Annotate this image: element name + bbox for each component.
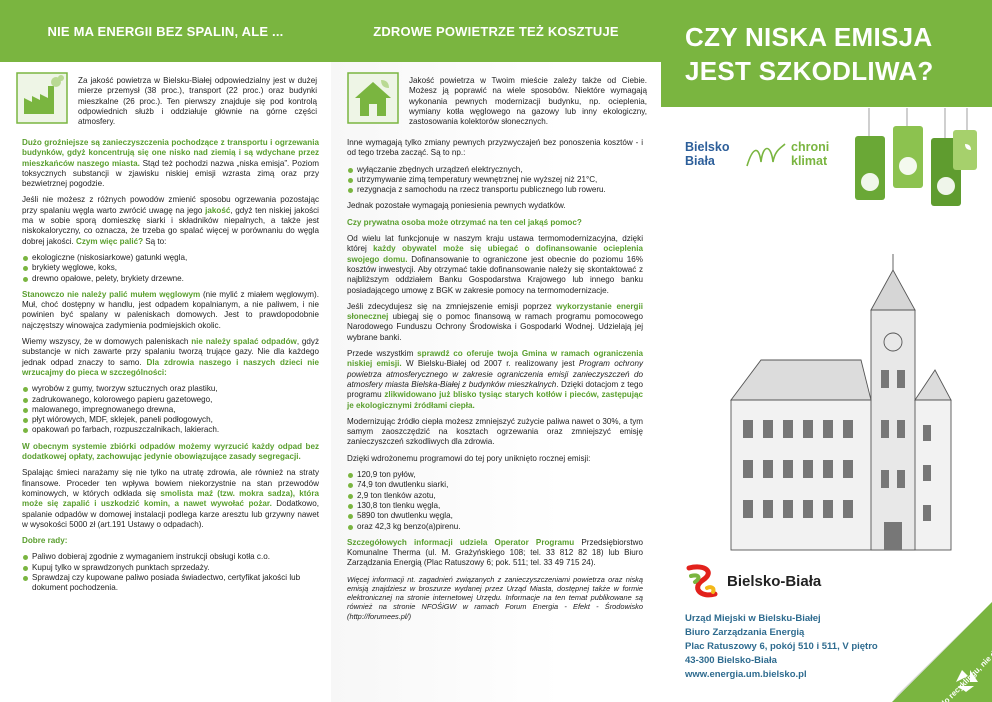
paragraph: Jednak pozostałe wymagają poniesienia pewnych wydatków.	[347, 201, 566, 211]
contact-line: Biuro Zarządzania Energią	[685, 627, 805, 638]
contact-line: Plac Ratuszowy 6, pokój 510 i 511, V piętro	[685, 641, 878, 652]
factory-icon	[16, 72, 68, 124]
logo-city	[685, 140, 729, 168]
highlight-text: smolista maź (tzw. mokra sadza), która może się zapalić i uszkodzić komin, a nawet wywołać pożar.	[22, 488, 319, 509]
article-body	[22, 138, 319, 600]
paragraph	[347, 349, 643, 411]
intro-text: Jakość powietrza w Twoim mieście zależy także od Ciebie. Możesz ją poprawić na wiele sposobów. Niektóre wymagają wykonania pewnych modernizacji budynku, np. ocieplenia, wymiany kotła węglowego na gazowy lub inny ekologiczny, zastosowania kolektorów słonecznych.	[409, 76, 647, 127]
list-item: płyt wiórowych, MDF, sklejek, paneli podłogowych,	[22, 415, 319, 425]
italic-text: Program ochrony powietrza atmosferycznego w zakresie ograniczenia emisji zanieczyszczeń do atmosfery miasta Bielska-Białej z budynków mieszkalnych	[347, 359, 643, 389]
panel-left	[0, 0, 331, 702]
list-item: utrzymywanie zimą temperatury wewnętrznej nie wyższej niż 21°C,	[347, 175, 643, 185]
title-line: JEST SZKODLIWA?	[685, 56, 934, 86]
list-item: Paliwo dobieraj zgodnie z wymaganiem instrukcji obsługi kotła c.o.	[22, 552, 319, 562]
text: Przede wszystkim	[347, 349, 418, 359]
text: , gdyż substancje w nich zawarte przy spalaniu tworzą trujące gazy. Nie dla każdego jednak odpad znaczy to samo.	[22, 337, 319, 367]
highlight-text: jakość	[205, 205, 231, 215]
text: ubiegaj się o pomoc finansową w ramach programu pomocowego Narodowego Funduszu Ochrony Środowiska i Gospodarki Wodnej. Udzielają jej wybrane banki.	[347, 312, 643, 342]
logo-text: Bielsko	[685, 140, 730, 154]
highlight-text: Czym więc palić?	[76, 236, 144, 246]
highlight-text: Dużo groźniejsze są zanieczyszczenia pochodzące z transportu i ogrzewania budynków, gdyż koncentrują się one nisko nad ziemią i są wdychane przez mieszkańców naszego miasta.	[22, 138, 319, 168]
text: , gdyż ten niskiej jakości ma w sobie sporą domieszkę siarki i składników niepalnych, a także jest niskokaloryczny, co oznacza, że trzeba go spalać więcej w porównaniu do węgla dobrej jakości.	[22, 205, 319, 246]
paragraph	[22, 337, 319, 378]
logo-text: chroni	[791, 140, 830, 154]
recycling-corner	[892, 602, 992, 702]
panel-middle	[331, 0, 661, 702]
tips-list	[22, 552, 319, 593]
paragraph	[22, 290, 319, 331]
text: Jeśli nie możesz z różnych powodów zmienić sposobu ogrzewania pozostając przy spalaniu węgla warto zwrócić uwagę na jego	[22, 195, 319, 215]
eco-house-icon	[347, 72, 399, 124]
highlight-text: sprawdź co oferuje twoja Gmina w ramach ograniczenia niskiej emisji.	[347, 349, 643, 369]
town-hall-illustration	[721, 250, 961, 560]
section-header: NIE MA ENERGII BEZ SPALIN, ALE ...	[0, 0, 331, 62]
paragraph	[22, 468, 319, 530]
list-item: opakowań po farbach, rozpuszczalnikach, lakierach.	[22, 425, 319, 435]
list-item: Kupuj tylko w sprawdzonych punktach sprzedaży.	[22, 563, 319, 573]
logo-slogan	[791, 140, 829, 168]
text: Dodatkowo, spalanie odpadów w domowej instalacji podlega karze aresztu lub grzywny nawet w wysokości 5000 zł (art.191 Ustawy o odpadach).	[22, 499, 320, 529]
text: Wiemy wszyscy, że w domowych paleniskach	[22, 337, 192, 347]
logo-text: Biała	[685, 154, 715, 168]
waste-list	[22, 384, 319, 435]
intro-text: Za jakość powietrza w Bielsku-Białej odpowiedzialny jest w dużej mierze przemysł (38 proc.), transport (22 proc.) oraz budynki mieszkalne (26 proc.). Ten pierwszy znajduje się pod kontrolą odpowiednich służb i oddziałuje głównie na górne części atmosfery.	[78, 76, 317, 127]
highlight-text: każdy obywatel może się ubiegać o dofinansowanie ocieplenia swojego domu.	[347, 244, 643, 264]
list-item: ekologiczne (niskosiarkowe) gatunki węgla,	[22, 253, 319, 263]
panel-right	[661, 0, 992, 702]
contact-line: 43-300 Bielsko-Biała	[685, 655, 777, 666]
list-item: wyłączanie zbędnych urządzeń elektrycznych,	[347, 165, 643, 175]
highlight-text: nie należy spalać odpadów	[191, 337, 297, 347]
highlight-paragraph: W obecnym systemie zbiórki odpadów możemy wyrzucić każdy odpad bez dodatkowej opłaty, zachowując jedynie obowiązujące zasady segregacji.	[22, 441, 319, 462]
text: Są to:	[143, 236, 167, 246]
list-item: Sprawdzaj czy kupowane paliwo posiada świadectwo, certyfikat jakości lub dokument pochodzenia.	[22, 573, 319, 594]
website-link[interactable]: www.energia.um.bielsko.pl	[685, 669, 807, 680]
list-item: brykiety węglowe, koks,	[22, 263, 319, 273]
list-item: malowanego, impregnowanego drewna,	[22, 405, 319, 415]
paragraph: Inne wymagają tylko zmiany pewnych przyzwyczajeń bez ponoszenia kosztów - i od tego trzeba zacząć. Są to np.:	[347, 138, 643, 158]
highlight-text: zlikwidowano już blisko tysiąc starych kotłów i pieców, zastępując je ekologicznymi źródłami ciepła.	[347, 390, 643, 410]
paragraph	[347, 302, 643, 343]
list-item: 120,9 ton pyłów,	[347, 470, 643, 480]
contact-line: Urząd Miejski w Bielsku-Białej	[685, 613, 821, 624]
paragraph: Modernizując źródło ciepła możesz zmniejszyć zużycie paliwa nawet o 30%, a tym samym zaoszczędzić na kosztach ogrzewania oraz zmniejszyć emisję zanieczyszczeń szkodliwych dla zdrowia.	[347, 416, 643, 447]
hanging-tags-icon	[849, 108, 979, 248]
leaf-signature-icon	[745, 140, 787, 170]
list-item: wyrobów z gumy, tworzyw sztucznych oraz plastiku,	[22, 384, 319, 394]
logo-text: klimat	[791, 154, 828, 168]
paragraph	[347, 538, 643, 569]
list-item: oraz 42,3 kg benzo(a)pirenu.	[347, 522, 643, 532]
text: Stąd też pochodzi nazwa „niska emisja”. Poziom toksycznych substancji w zjawisku niskiej emisji wzrasta zimą oraz przy bezwietrznej pogodzie.	[22, 158, 319, 189]
text: . Dzięki dotacjom z tego programu	[347, 379, 644, 400]
article-body	[347, 138, 643, 627]
title-line: CZY NISKA EMISJA	[685, 22, 933, 52]
highlight-text: Stanowczo nie należy palić mułem węglowym	[22, 289, 201, 299]
city-name: Bielsko-Biała	[727, 572, 822, 590]
highlight-text: Dla zdrowia naszego i naszych dzieci nie wrzucajmy do pieca w szczególności:	[22, 357, 319, 377]
footnote: Więcej informacji nt. zagadnień związanych z zanieczyszczeniami powietrza oraz niską emisją znajdziesz w broszurze wydanej przez Urząd Miasta, dostępnej także w formie elektronicznej na stronie internetowej Urzędu. Informacje na ten temat publikowane są również na stronie NFOŚiGW w ramach Forum Energia - Efekt - Środowisko (http://forumees.pl/)	[347, 574, 643, 621]
text: (nie mylić z miałem węglowym). Muł, choć dostępny w handlu, jest odpadem kopalnianym, a nie paliwem, i nie powinien być spalany w paleniskach domowych. Jest to prawdopodobnie najczęstszy winowajca zadymienia podmiejskich okolic.	[22, 289, 319, 330]
text: Przedsiębiorstwo Komunalne Therma (ul. M. Grażyńskiego 108; tel. 33 812 82 18) lub Biuro Zarządzania Energią (Plac Ratuszowy 6; pok. 511; tel. 33 49 715 24).	[347, 537, 643, 568]
contact-info	[685, 612, 878, 682]
paragraph	[347, 234, 643, 296]
emissions-list	[347, 470, 643, 532]
tips-title: Dobre rady:	[22, 536, 68, 546]
list-item: zadrukowanego, kolorowego papieru gazetowego,	[22, 395, 319, 405]
list-item: 130,8 ton tlenku węgla,	[347, 501, 643, 511]
text: W Bielsku-Białej od 2007 r. realizowany jest	[401, 359, 579, 369]
list-item: drewno opałowe, pelety, brykiety drzewne.	[22, 274, 319, 284]
title-banner	[661, 0, 992, 107]
section-header: ZDROWE POWIETRZE TEŻ KOSZTUJE	[331, 0, 661, 62]
city-logo	[685, 562, 821, 600]
paragraph	[22, 138, 319, 189]
highlight-text: wykorzystanie energii słonecznej	[347, 301, 643, 322]
text: Od wielu lat funkcjonuje w naszym kraju ustawa termomodernizacyjna, dzięki której	[347, 234, 643, 254]
paragraph: Dzięki wdrożonemu programowi do tej pory uniknięto rocznej emisji:	[347, 453, 591, 463]
paragraph	[22, 195, 319, 246]
list-item: rezygnacja z samochodu na rzecz transportu publicznego lub roweru.	[347, 185, 643, 195]
text: Jeśli zdecydujesz się na zmniejszenie emisji poprzez	[347, 301, 557, 311]
highlight-text: Szczegółowych informacji udziela Operator Programu	[347, 537, 575, 547]
city-emblem-icon	[685, 562, 719, 600]
list-item: 74,9 ton dwutlenku siarki,	[347, 480, 643, 490]
campaign-logo	[685, 140, 845, 180]
list-item: 2,9 ton tlenków azotu,	[347, 491, 643, 501]
list-item: 5890 ton dwutlenku węgla,	[347, 511, 643, 521]
question-heading: Czy prywatna osoba może otrzymać na ten cel jakąś pomoc?	[347, 217, 582, 227]
page-title	[685, 20, 934, 88]
fuel-list	[22, 253, 319, 284]
text: Spalając śmieci narażamy się nie tylko na utratę zdrowia, ale również na straty finansowe. Proceder ten wpływa bowiem niekorzystnie na stan przewodów kominowych, w których odkłada się	[22, 468, 319, 498]
habits-list	[347, 165, 643, 196]
text: Dofinansowanie to ograniczone jest obecnie do poziomu 16% kosztów inwestycji. Aby otrzymać takie dofinansowanie należy się skontaktować z najbliższym oddziałem Banku Gospodarstwa Krajowego lub innego banku posiadającego umowę z BGK w zakresie pomocy na termomodernizacje.	[347, 254, 643, 295]
